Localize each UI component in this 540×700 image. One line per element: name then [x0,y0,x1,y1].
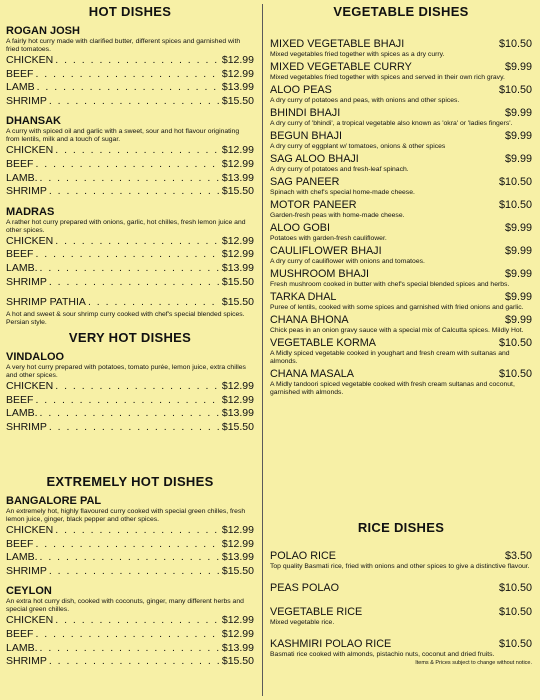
dot-leader [55,235,220,249]
price-row [6,81,254,95]
price: $15.50 [221,564,254,577]
menu-item-description: Chick peas in an onion gravy sauce with a special mix of Calcutta spices. Mildly Hot. [270,327,524,334]
price-row-label: LAMB [6,81,35,94]
price-row [6,394,254,408]
menu-item-name: ALOO PEAS [270,84,332,96]
dot-leader [37,81,220,95]
menu-item-aloo-peas [270,83,532,105]
price-row-label: LAMB. [6,551,38,564]
price: $13.99 [221,81,254,94]
dot-leader [35,538,219,552]
price-row [6,68,254,82]
price-row-label: BEEF [6,157,34,170]
price-row-label: SHRIMP [6,185,47,198]
menu-item-name: POLAO RICE [270,550,336,562]
price-row-label: CHICKEN [6,614,54,627]
dot-leader [55,614,220,628]
price-row-label: SHRIMP PATHIA [6,296,86,309]
price: $12.99 [221,380,254,392]
price: $13.99 [221,261,254,274]
dot-leader [49,421,220,435]
menu-item-row [270,60,532,74]
price-row [6,565,254,579]
menu-item-price: $9.99 [504,268,532,280]
price-row [6,95,254,109]
menu-item-description: Mixed vegetable rice. [270,619,335,626]
section-extremely-hot-dishes [6,474,254,669]
menu-item-description: Basmati rice cooked with almonds, pistachio nuts, coconut and dried fruits. [270,651,495,658]
price: $15.50 [221,185,254,198]
dot-leader [55,524,220,538]
menu-item-name: MUSHROOM BHAJI [270,268,369,280]
dot-leader [49,655,220,669]
dot-leader [55,54,220,68]
dish-group-madras [6,206,254,289]
price-row-label: LAMB. [6,261,38,274]
price-row [6,655,254,669]
price-row-label: SHRIMP [6,655,47,668]
menu-item-row [270,129,532,143]
price: $12.99 [221,627,254,640]
menu-item-row [270,367,532,381]
menu-item-name: ALOO GOBI [270,222,330,234]
dot-leader [35,394,219,408]
menu-item-price: $9.99 [504,61,532,73]
dish-description: A fairly hot curry made with clarified butter, different spices and garnished with fried tomatoes. [6,38,241,53]
price-row-label: CHICKEN [6,144,54,157]
menu-item-row [270,221,532,235]
menu-item-name: SAG PANEER [270,176,340,188]
menu-item-row [270,83,532,97]
menu-item-name: TARKA DHAL [270,291,337,303]
menu-item-row [270,244,532,258]
dish-name: VINDALOO [6,351,65,363]
menu-item-name: KASHMIRI POLAO RICE [270,638,392,650]
menu-item-name: PEAS POLAO [270,582,340,594]
price-row-label: SHRIMP [6,275,47,288]
menu-item-name: CAULIFLOWER BHAJI [270,245,382,257]
menu-item-description: A Midly tandoori spiced vegetable cooked with fresh cream sultanas and coconut, garnished with almonds. [270,381,515,396]
menu-item-description: A dry curry of eggplant w/ tomatoes, onions & other spices [270,143,446,150]
price: $15.50 [221,296,254,309]
price-row [6,158,254,172]
menu-item-description: A dry curry of cauliflower with onions and tomatoes. [270,258,425,265]
menu-item-row [270,549,532,563]
menu-item-chana-bhona [270,313,532,335]
dot-leader [49,565,220,579]
dish-group-vindaloo [6,351,254,434]
dot-leader [40,407,220,421]
menu-item-polao-rice [270,549,532,571]
price: $15.50 [221,655,254,668]
price-row [6,538,254,552]
menu-item-price: $9.99 [504,130,532,142]
price-row [6,380,254,394]
dot-leader [49,185,220,199]
price-row-label: SHRIMP [6,420,47,433]
menu-item-price: $9.99 [504,291,532,303]
price-row-label: BEEF [6,67,34,80]
section-vegetable-dishes [270,4,532,398]
menu-item-name: VEGETABLE RICE [270,606,363,618]
price-row-label: SHRIMP [6,94,47,107]
dish-description: A hot and sweet & sour shrimp curry cooked with chef's special blended spices. Persian style. [6,310,245,326]
menu-item-row [270,198,532,212]
menu-item-description: Spinach with chef's special home-made cheese. [270,189,415,196]
dot-leader [35,68,219,82]
menu-item-description: A dry curry of potatoes and peas, with onions and other spices. [270,97,460,104]
menu-item-row [270,581,532,595]
price: $12.99 [221,537,254,550]
section-hot-dishes [6,4,254,327]
price-row [6,551,254,565]
price-row [6,421,254,435]
menu-item-name: MOTOR PANEER [270,199,357,211]
price-row-label: BEEF [6,393,34,406]
price: $12.99 [221,67,254,80]
price-row [6,185,254,199]
right-column [270,0,532,700]
price-row [6,262,254,276]
price-row [6,614,254,628]
menu-item-row [270,290,532,304]
menu-item-row [270,37,532,51]
menu-item-price: $9.99 [504,222,532,234]
price: $12.99 [221,54,254,66]
section-very-hot-dishes [6,330,254,434]
dot-leader [35,158,219,172]
menu-item-row [270,106,532,120]
menu-item-peas-polao [270,581,532,595]
price-row [6,276,254,290]
menu-item-mushroom-bhaji [270,267,532,289]
price-row [6,54,254,68]
menu-item-description: A dry curry of 'bhindi', a tropical vegetable also known as 'okra' or 'ladies fingers'. [270,120,513,127]
price-row [6,235,254,249]
menu-item-price: $9.99 [504,245,532,257]
menu-item-motor-paneer [270,198,532,220]
price-row [6,248,254,262]
menu-item-name: BHINDI BHAJI [270,107,341,119]
price-row-label: CHICKEN [6,380,54,392]
price: $15.50 [221,275,254,288]
dish-group-dhansak [6,115,254,198]
dish-description: A curry with spiced oil and garlic with a sweet, sour and hot flavour originating from lentils, milk and a touch of sugar. [6,128,240,144]
price: $13.99 [221,551,254,564]
price-row-label: CHICKEN [6,234,54,247]
menu-item-name: CHANA BHONA [270,314,349,326]
column-divider [262,4,263,696]
price-row-label: BEEF [6,537,34,550]
menu-item-description: Mixed vegetables fried together with spices and served in their own rich gravy. [270,74,505,81]
left-column [6,0,254,700]
menu-item-bhindi-bhaji [270,106,532,128]
menu-item-cauliflower-bhaji [270,244,532,266]
price: $12.99 [221,248,254,261]
dish-group-bangalore-pal [6,495,254,578]
menu-item-row [270,175,532,189]
menu-item-row [270,152,532,166]
price-row-label: LAMB. [6,171,38,184]
menu-item-name: MIXED VEGETABLE BHAJI [270,38,405,50]
price-row-label: LAMB. [6,407,38,420]
menu-item-price: $10.50 [498,337,532,349]
dish-group-rogan-josh [6,25,254,108]
dot-leader [40,551,220,565]
price: $13.99 [221,171,254,184]
price-row [6,524,254,538]
menu-item-description: Top quality Basmati rice, fried with onions and other spices to give a distinctive flavour. [270,563,530,570]
price-row-label: CHICKEN [6,54,54,66]
dot-leader [40,642,220,656]
price: $12.99 [221,234,254,247]
dish-name: MADRAS [6,205,55,218]
menu-item-description: Potatoes with garden-fresh cauliflower. [270,235,387,242]
price-row-label: BEEF [6,627,34,640]
dish-name: CEYLON [6,585,52,598]
menu-item-name: MIXED VEGETABLE CURRY [270,61,412,73]
menu-item-description: Fresh mushroom cooked in butter with chef's special blended spices and herbs. [270,281,510,288]
dish-group-ceylon [6,585,254,668]
menu-item-row [270,313,532,327]
menu-item-description: Garden-fresh peas with home-made cheese. [270,212,405,219]
dot-leader [35,248,219,262]
section-title: EXTREMELY HOT DISHES [46,474,214,489]
price: $12.99 [221,614,254,627]
menu-item-vegetable-rice [270,605,532,627]
price-row-label: LAMB. [6,641,38,654]
menu-item-sag-aloo-bhaji [270,152,532,174]
menu-item-price: $10.50 [498,176,532,188]
price-row-label: BEEF [6,248,34,261]
price: $13.99 [221,641,254,654]
menu-item-price: $10.50 [498,638,532,650]
menu-item-name: SAG ALOO BHAJI [270,153,359,165]
price-row [6,172,254,186]
price-row-label: SHRIMP [6,564,47,577]
menu-item-begun-bhaji [270,129,532,151]
price-row [6,144,254,158]
menu-item-name: BEGUN BHAJI [270,130,342,142]
dot-leader [40,262,220,276]
dot-leader [49,95,220,109]
dish-description: A rather hot curry prepared with onions, garlic, hot chilles, fresh lemon juice and other spices. [6,218,246,234]
menu-item-price: $10.50 [498,84,532,96]
menu-item-row [270,637,532,651]
menu-item-chana-masala [270,367,532,397]
price: $13.99 [221,407,254,420]
menu-item-price: $10.50 [498,582,532,594]
price: $12.99 [221,144,254,157]
menu-item-price: $10.50 [498,38,532,50]
price: $12.99 [221,393,254,406]
menu-item-aloo-gobi [270,221,532,243]
dot-leader [55,380,220,394]
menu-item-description: Mixed vegetables fried together with spices as a dry curry. [270,51,445,58]
menu-item-name: VEGETABLE KORMA [270,337,376,349]
menu-item-kashmiri-polao-rice [270,637,532,659]
price: $15.50 [221,94,254,107]
dish-description: An extra hot curry dish, cooked with coconuts, ginger, many different herbs and special green chilles. [6,598,244,614]
dot-leader [55,144,220,158]
dish-description: A very hot curry prepared with potatoes, tomato purée, lemon juice, extra chilles and other spices. [6,364,246,379]
price: $12.99 [221,157,254,170]
menu-item-row [270,336,532,350]
menu-item-row [270,267,532,281]
menu-item-price: $10.50 [498,368,532,380]
section-title: VEGETABLE DISHES [333,4,469,19]
menu-item-mixed-vegetable-bhaji [270,37,532,59]
dish-description: An extremely hot, highly flavoured curry cooked with special green chilles, fresh lemon juice, ginger, black pepper and other spices. [6,508,246,523]
menu-item-price: $9.99 [504,314,532,326]
price-note: Items & Prices subject to change without notice. [415,660,532,666]
price-row-label: CHICKEN [6,524,54,536]
dot-leader [49,276,220,290]
menu-item-tarka-dhal [270,290,532,312]
menu-item-price: $9.99 [504,153,532,165]
price: $12.99 [221,524,254,536]
section-title: HOT DISHES [88,4,172,19]
price-row [6,628,254,642]
menu-item-description: A dry curry of potatoes and fresh-leaf spinach. [270,166,409,173]
menu-item-price: $3.50 [504,550,532,562]
menu-item-price: $9.99 [504,107,532,119]
menu-item-price: $10.50 [498,199,532,211]
dot-leader [40,172,220,186]
dish-name: DHANSAK [6,115,61,128]
dot-leader [35,628,219,642]
menu-item-mixed-vegetable-curry [270,60,532,82]
price-row [6,407,254,421]
menu-item-description: Puree of lentils, cooked with some spices and garnished with fried onions and garlic. [270,304,524,311]
price-row [6,642,254,656]
menu-item-price: $10.50 [498,606,532,618]
section-rice-dishes [270,520,532,666]
dish-name: ROGAN JOSH [6,25,80,37]
section-title: VERY HOT DISHES [68,330,192,345]
price: $15.50 [221,420,254,433]
menu-item-description: A Midly spiced vegetable cooked in youghart and fresh cream with sultanas and almonds. [270,350,510,365]
section-title: RICE DISHES [357,520,445,535]
menu-item-row [270,605,532,619]
menu-item-name: CHANA MASALA [270,368,355,380]
menu-item-vegetable-korma [270,336,532,366]
dot-leader [88,296,220,310]
dish-name: BANGALORE PAL [6,495,102,507]
menu-item-sag-paneer [270,175,532,197]
price-row [6,296,254,310]
dish-group-extra [6,296,254,327]
